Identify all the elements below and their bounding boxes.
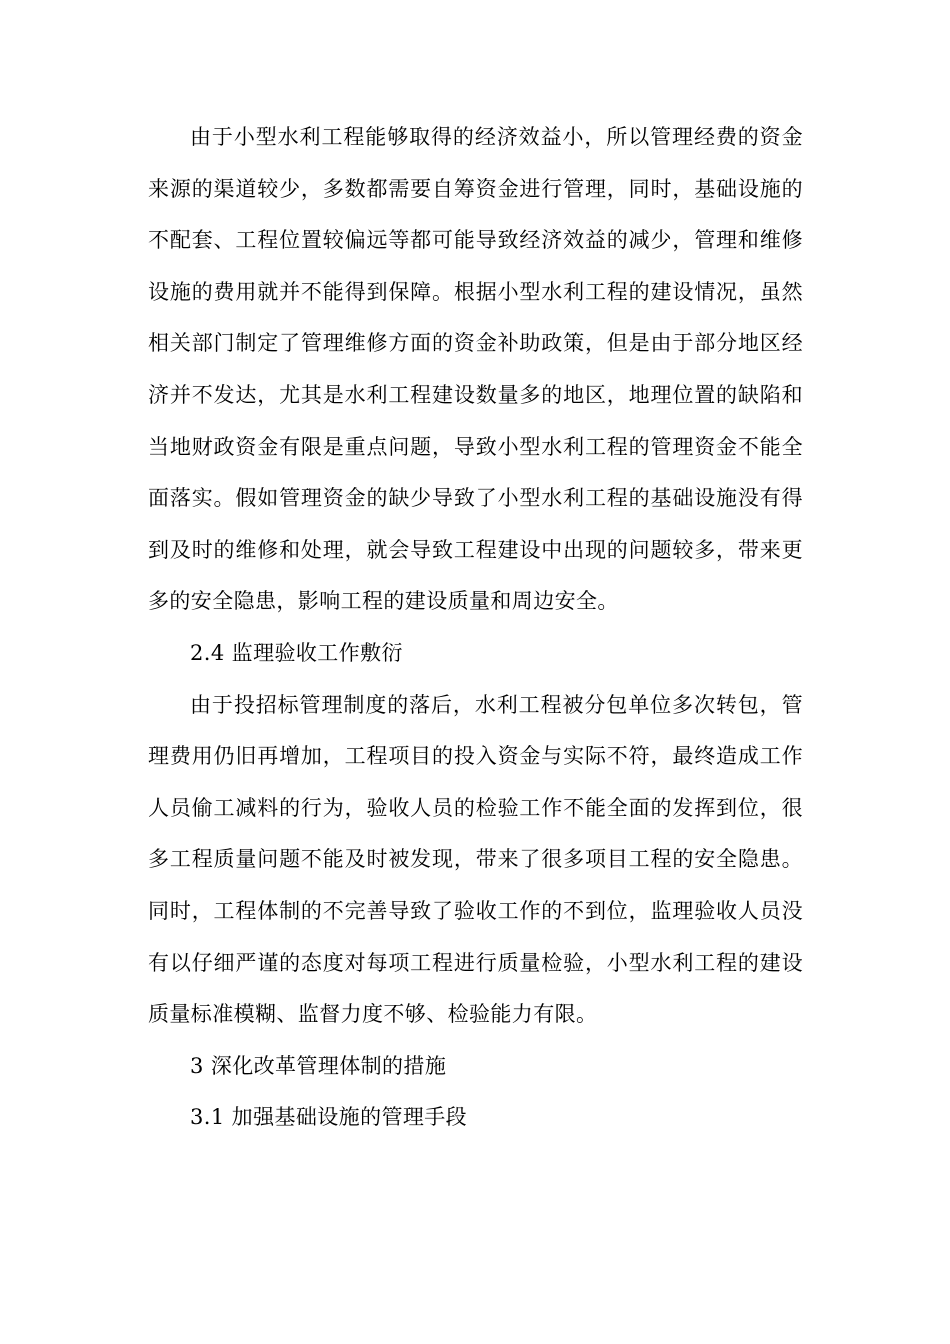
body-paragraph-funding: 由于小型水利工程能够取得的经济效益小，所以管理经费的资金来源的渠道较少，多数都需要自筹资金进行管理，同时，基础设施的不配套、工程位置较偏远等都可能导致经济效益的减少，管理和维修设施的费用就并不能得到保障。根据小型水利工程的建设情况，虽然相关部门制定了管理维修方面的资金补助政策，但是由于部分地区经济并不发达，尤其是水利工程建设数量多的地区，地理位置的缺陷和当地财政资金有限是重点问题，导致小型水利工程的管理资金不能全面落实。假如管理资金的缺少导致了小型水利工程的基础设施没有得到及时的维修和处理，就会导致工程建设中出现的问题较多，带来更多的安全隐患，影响工程的建设质量和周边安全。 (148, 125, 803, 614)
document-page (148, 112, 803, 1144)
section-heading-2-4: 2.4 监理验收工作敷衍 (190, 640, 403, 665)
section-heading-3-1: 3.1 加强基础设施的管理手段 (190, 1105, 468, 1130)
body-paragraph-supervision: 由于投招标管理制度的落后，水利工程被分包单位多次转包，管理费用仍旧再增加，工程项目的投入资金与实际不符，最终造成工作人员偷工减料的行为，验收人员的检验工作不能全面的发挥到位，很多工程质量问题不能及时被发现，带来了很多项目工程的安全隐患。同时，工程体制的不完善导致了验收工作的不到位，监理验收人员没有以仔细严谨的态度对每项工程进行质量检验，小型水利工程的建设质量标准模糊、监督力度不够、检验能力有限。 (148, 692, 803, 1027)
section-heading-3: 3 深化改革管理体制的措施 (190, 1053, 447, 1078)
